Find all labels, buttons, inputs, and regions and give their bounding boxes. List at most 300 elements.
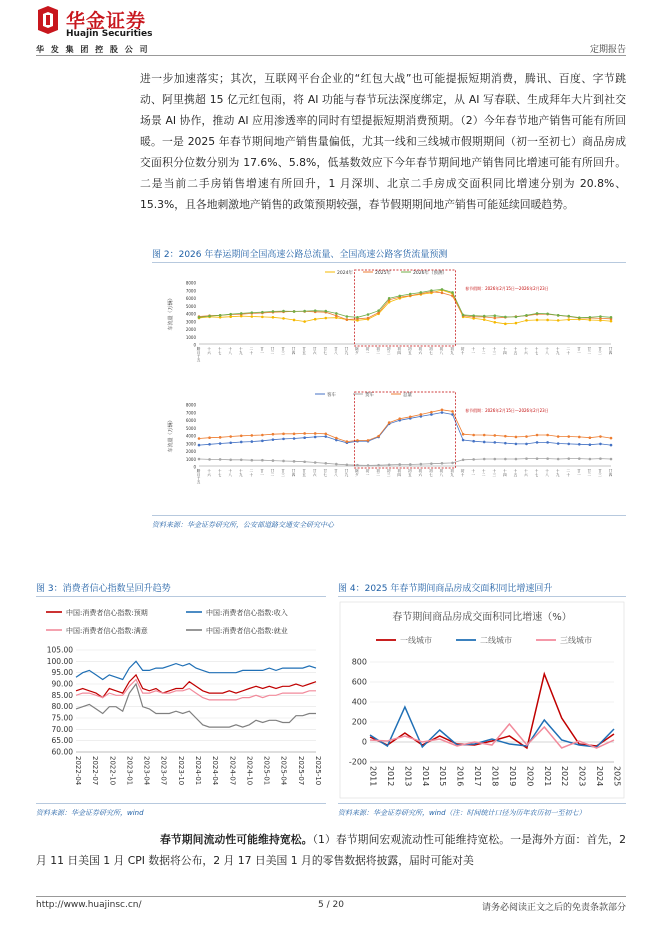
legend-label: 中国:消费者信心指数:收入 [206, 609, 288, 617]
data-point [314, 318, 317, 321]
y-tick-label: 1000 [185, 456, 196, 462]
series-line-货车 [199, 459, 611, 466]
figure-3-chart [36, 600, 326, 800]
series-line-中国:消费者信心指数:就业 [76, 684, 316, 727]
y-tick-label: 8000 [185, 402, 196, 408]
footer-divider [36, 896, 626, 897]
y-tick-label: 800 [351, 657, 367, 667]
legend-label: 一线城市 [400, 636, 432, 645]
data-point [536, 434, 539, 437]
data-point [409, 463, 412, 466]
x-tick-label: 2023-10 [176, 756, 185, 786]
data-point [441, 288, 444, 291]
data-point [483, 434, 486, 437]
x-tick-label: 初三 [387, 469, 392, 477]
x-tick-label: 二十 [249, 469, 254, 477]
data-point [346, 440, 349, 443]
legend-label: 中国:消费者信心指数:预期 [66, 609, 148, 617]
data-point [314, 309, 317, 312]
x-tick-label: 2023-07 [159, 756, 168, 786]
x-tick-label: 十九 [239, 347, 244, 355]
y-tick-label: 65.00 [51, 736, 73, 746]
y-tick-label: 400 [351, 697, 367, 707]
data-point [610, 444, 613, 447]
data-point [578, 436, 581, 439]
legend-label: 三线城市 [560, 636, 592, 645]
data-point [293, 310, 296, 313]
data-point [335, 437, 338, 440]
data-point [314, 436, 317, 439]
data-point [377, 464, 380, 467]
data-point [493, 314, 496, 317]
data-point [240, 312, 243, 315]
x-tick-label: 廿二 [587, 469, 592, 477]
data-point [472, 458, 475, 461]
x-tick-label: 初六 [418, 469, 423, 477]
data-point [272, 438, 275, 441]
x-tick-label: 初八 [439, 469, 444, 477]
data-point [261, 440, 264, 443]
x-tick-label: 二十 [566, 469, 571, 477]
x-tick-label: 十五 [513, 469, 518, 477]
holiday-highlight-box [354, 392, 455, 468]
x-tick-label: 廿五 [302, 347, 307, 355]
x-tick-label: 十五 [513, 347, 518, 355]
data-point [282, 438, 285, 441]
data-point [599, 443, 602, 446]
data-point [493, 321, 496, 324]
data-point [272, 316, 275, 319]
x-tick-label: 十四 [503, 469, 508, 477]
y-tick-label: 0 [193, 464, 196, 470]
data-point [293, 319, 296, 322]
figure-3-topline [36, 596, 326, 597]
x-tick-label: 廿六 [313, 347, 318, 355]
x-tick-label: 十七 [535, 347, 540, 355]
x-tick-label: 十七 [218, 347, 223, 355]
figure-3-bottomline [36, 803, 326, 804]
data-point [272, 459, 275, 462]
x-tick-label: 廿六 [313, 469, 318, 477]
y-tick-label: 0 [361, 737, 367, 747]
x-tick-label: 廿四 [609, 469, 613, 477]
x-tick-label: 廿四 [609, 347, 613, 355]
data-point [420, 463, 423, 466]
data-point [493, 441, 496, 444]
data-point [430, 462, 433, 465]
data-point [398, 295, 401, 298]
x-tick-label: 十四 [503, 347, 508, 355]
data-point [261, 459, 264, 462]
figure-4-topline [338, 596, 626, 597]
data-point [303, 432, 306, 435]
data-point [589, 443, 592, 446]
data-point [324, 435, 327, 438]
x-tick-label: 2013 [403, 766, 413, 787]
data-point [293, 460, 296, 463]
data-point [272, 310, 275, 313]
y-tick-label: 6000 [185, 296, 196, 301]
data-point [451, 410, 454, 413]
x-tick-label: 十九 [239, 469, 244, 477]
data-point [515, 436, 518, 439]
data-point [441, 411, 444, 414]
data-point [504, 442, 507, 445]
x-tick-label: 十八 [228, 469, 233, 477]
data-point [546, 319, 549, 322]
x-tick-label: 初五 [408, 469, 413, 477]
data-point [314, 432, 317, 435]
data-point [240, 434, 243, 437]
data-point [515, 322, 518, 325]
data-point [462, 459, 465, 462]
x-tick-label: 初十 [461, 469, 466, 477]
body-paragraph-2 [36, 829, 626, 871]
data-point [610, 320, 613, 323]
data-point [441, 462, 444, 465]
x-tick-label: 2021 [542, 766, 552, 787]
data-point [525, 435, 528, 438]
y-tick-label: 85.00 [51, 690, 73, 700]
x-tick-label: 廿三 [281, 347, 286, 355]
figure-3-source: 资料来源：华金证券研究所，wind [36, 809, 144, 817]
x-tick-label: 2023 [577, 766, 587, 787]
figure-4-chart [338, 600, 626, 800]
data-point [208, 443, 211, 446]
figure-2-chart-top [165, 266, 620, 384]
legend-label: 二线城市 [480, 636, 512, 645]
header-divider [36, 55, 626, 56]
brand-name-cn: 华金证券 [66, 10, 147, 32]
data-point [567, 318, 570, 321]
legend-label: 总量 [403, 393, 412, 398]
x-tick-label: 廿九 [344, 469, 349, 477]
y-tick-label: 3000 [185, 319, 196, 325]
data-point [261, 311, 264, 314]
data-point [567, 457, 570, 460]
x-tick-label: 十六 [207, 469, 212, 477]
data-point [219, 458, 222, 461]
y-tick-label: 4000 [185, 433, 196, 439]
y-tick-label: 200 [351, 717, 367, 727]
data-point [388, 421, 391, 424]
data-point [314, 461, 317, 464]
data-point [219, 442, 222, 445]
data-point [229, 441, 232, 444]
paragraph-lead: 春节期间流动性可能维持宽松。 [160, 833, 313, 846]
data-point [525, 443, 528, 446]
figure-2-topline [152, 262, 626, 263]
y-tick-label: 7000 [185, 288, 196, 294]
legend-label: 2025年 [375, 271, 391, 276]
data-point [346, 318, 349, 321]
data-point [398, 417, 401, 420]
data-point [536, 312, 539, 315]
y-tick-label: 5000 [185, 425, 196, 431]
data-point [367, 313, 370, 316]
legend-label: 货车 [365, 393, 374, 398]
data-point [483, 458, 486, 461]
y-tick-label: 100.00 [46, 656, 73, 666]
x-tick-label: 初五 [408, 347, 413, 355]
data-point [335, 312, 338, 315]
x-tick-label: 十二 [482, 347, 487, 355]
x-tick-label: 十七 [218, 469, 223, 477]
data-point [451, 291, 454, 294]
y-tick-label: 4000 [185, 311, 196, 317]
x-tick-label: 十六 [524, 469, 529, 477]
data-point [229, 435, 232, 438]
figure-3-title: 图 3：消费者信心指数呈回升趋势 [36, 584, 171, 594]
x-tick-label: 初十 [461, 347, 466, 355]
data-point [251, 434, 254, 437]
x-tick-label: 十二 [482, 469, 487, 477]
data-point [198, 458, 201, 461]
x-tick-label: 十三 [492, 347, 497, 355]
data-point [515, 443, 518, 446]
data-point [610, 458, 613, 461]
series-line-2025年 [199, 292, 611, 320]
paragraph-text: （1）春节期间宏观流动性可能维持宽松。一是海外方面：首先，2 月 11 日美国 1 月 CPI 数据将公布，2 月 17 日美国 1 月的零售数据将披露，届时可能对美 [36, 833, 627, 867]
data-point [462, 433, 465, 436]
figure-4-title: 图 4：2025 年春节期间商品房成交面积同比增速回升 [338, 584, 553, 594]
x-tick-label: 2024-07 [228, 756, 237, 786]
data-point [525, 319, 528, 322]
x-tick-label: 廿五 [302, 469, 307, 477]
y-tick-label: 7000 [185, 410, 196, 416]
data-point [610, 437, 613, 440]
x-tick-label: 廿二 [587, 347, 592, 355]
data-point [567, 443, 570, 446]
data-point [557, 314, 560, 317]
data-point [208, 315, 211, 318]
data-point [546, 457, 549, 460]
data-point [536, 319, 539, 322]
x-tick-label: 2025-01 [262, 756, 271, 786]
data-point [346, 315, 349, 318]
x-tick-label: 廿四 [292, 347, 297, 355]
brand-name-en: Huajin Securities [66, 29, 153, 39]
legend-label: 客车 [327, 393, 336, 398]
data-point [219, 314, 222, 317]
x-tick-label: 2024-01 [194, 756, 202, 786]
x-tick-label: 十三 [492, 469, 497, 477]
x-tick-label: 2017 [473, 766, 483, 787]
data-point [303, 436, 306, 439]
data-point [377, 435, 380, 438]
data-point [367, 439, 370, 442]
data-point [356, 439, 359, 442]
y-tick-label: 5000 [185, 303, 196, 309]
figure-2-chart-bottom [165, 388, 620, 506]
x-tick-label: 廿二 [270, 347, 275, 355]
data-point [303, 310, 306, 313]
data-point [483, 441, 486, 444]
x-tick-label: 廿八 [334, 469, 339, 477]
paragraph-text: 进一步加速落实；其次，互联网平台企业的“红包大战”也可能提振短期消费，腾讯、百度、字节跳动、阿里携超 15 亿元红包雨，将 AI 功能与春节玩法深度绑定，从 AI 写春联、生成拜年大片到社交场景 AI 协作，推动 AI 应用渗透率的同时有望提振短期消费预期。（2）今年春节地产销售可能有所回暖。一是 2025 年春节期间地产销售量偏低，尤其一线和三线城市假期期间（初一至初七）商品房成交面积分位数分别为 17.6%、5.8%，低基数效应下今年春节期间地产销售同比增速可能有所回升。二是当前二手房销售增速有所回升，1 月深圳、北京二手房成交面积同比增速分别为 20.8%、15.3%，且各地刺激地产销售的政策预期较强，春节假期期间地产销售可能延续回暖趋势。 [140, 72, 626, 211]
data-point [219, 436, 222, 439]
data-point [441, 409, 444, 412]
data-point [293, 433, 296, 436]
data-point [504, 458, 507, 461]
x-tick-label: 2024-04 [211, 756, 220, 786]
data-point [282, 460, 285, 463]
data-point [493, 317, 496, 320]
y-tick-label: 95.00 [51, 668, 73, 678]
y-tick-label: 70.00 [51, 724, 73, 734]
legend-label: 2026年（预测） [413, 271, 447, 276]
x-tick-label: 初二 [376, 469, 381, 477]
data-point [483, 318, 486, 321]
data-point [546, 434, 549, 437]
x-tick-label: 除夕 [355, 347, 360, 355]
x-tick-label: 2025-07 [296, 756, 305, 786]
data-point [589, 436, 592, 439]
legend-label: 2024年 [337, 271, 353, 276]
x-tick-label: 2015 [438, 766, 448, 787]
data-point [324, 462, 327, 465]
data-point [451, 462, 454, 465]
data-point [557, 442, 560, 445]
data-point [525, 457, 528, 460]
data-point [303, 320, 306, 323]
data-point [525, 314, 528, 317]
data-point [346, 464, 349, 467]
data-point [493, 434, 496, 437]
data-point [409, 415, 412, 418]
data-point [567, 315, 570, 318]
y-tick-label: 8000 [185, 280, 196, 286]
data-point [578, 443, 581, 446]
x-tick-label: 十七 [535, 469, 540, 477]
x-tick-label: 廿一 [577, 347, 582, 355]
figure-4-bottomline [338, 803, 626, 804]
x-tick-label: 初四 [397, 347, 402, 355]
x-tick-label: 十八 [545, 347, 550, 355]
data-point [567, 435, 570, 438]
x-tick-label: 初三 [387, 347, 392, 355]
x-tick-label: 初六 [418, 347, 423, 355]
y-tick-label: 0 [193, 342, 196, 348]
data-point [599, 457, 602, 460]
data-point [388, 297, 391, 300]
data-point [610, 316, 613, 319]
x-tick-label: 十一 [471, 347, 476, 355]
x-tick-label: 2022-04 [74, 756, 82, 786]
data-point [229, 459, 232, 462]
x-tick-label: 2018 [490, 766, 500, 787]
x-tick-label: 二十 [249, 347, 254, 355]
legend-label: 中国:消费者信心指数:满意 [66, 627, 148, 635]
x-tick-label: 十八 [545, 469, 550, 477]
data-point [589, 458, 592, 461]
y-tick-label: 80.00 [51, 702, 73, 712]
data-point [557, 435, 560, 438]
x-tick-label: 2023-01 [125, 756, 134, 786]
data-point [409, 293, 412, 296]
x-tick-label: 初二 [376, 347, 381, 355]
data-point [546, 312, 549, 315]
data-point [251, 440, 254, 443]
data-point [272, 433, 275, 436]
data-point [420, 413, 423, 416]
figure-2-title: 图 2：2026 年春运期间全国高速公路总流量、全国高速公路客货流量预测 [152, 250, 448, 260]
x-tick-label: 廿三 [281, 469, 286, 477]
x-tick-label: 2023-04 [142, 756, 151, 786]
x-tick-label: 2019 [507, 766, 517, 787]
data-point [546, 441, 549, 444]
x-tick-label: 十八 [228, 347, 233, 355]
data-point [504, 435, 507, 438]
data-point [504, 316, 507, 319]
x-tick-label: 2025-10 [314, 756, 322, 786]
x-tick-label: 廿三 [598, 469, 603, 477]
x-tick-label: 2011 [368, 766, 378, 787]
x-tick-label: 十九 [556, 469, 561, 477]
footer-disclaimer: 请务必阅读正文之后的免责条款部分 [481, 903, 626, 913]
x-tick-label: 廿二 [270, 469, 275, 477]
y-axis-label: 车流量（万辆） [168, 417, 174, 453]
x-tick-label: 2020 [525, 766, 535, 787]
y-tick-label: 600 [351, 677, 367, 687]
figure-2-source: 资料来源：华金证券研究所，公安部道路交通安全研究中心 [152, 521, 334, 529]
holiday-annotation: 春节假期：2026年2月15日—2026年2月23日 [465, 286, 549, 291]
x-tick-label: 初七 [429, 347, 434, 355]
data-point [441, 292, 444, 295]
data-point [377, 309, 380, 312]
data-point [324, 317, 327, 320]
data-point [504, 323, 507, 326]
footer-url[interactable]: http://www.huajinsc.cn/ [36, 900, 142, 910]
x-tick-label: 初一 [366, 469, 371, 477]
data-point [356, 316, 359, 319]
data-point [430, 413, 433, 416]
x-tick-label: 初九 [450, 347, 455, 355]
data-point [462, 314, 465, 317]
x-tick-label: 十六 [207, 347, 212, 355]
x-tick-label: 2016 [455, 766, 465, 787]
x-tick-label: 2024-10 [245, 756, 254, 786]
data-point [324, 310, 327, 313]
data-point [282, 317, 285, 320]
x-tick-label: 廿一 [260, 347, 265, 355]
data-point [557, 319, 560, 322]
x-tick-label: 十九 [556, 347, 561, 355]
data-point [536, 457, 539, 460]
data-point [536, 441, 539, 444]
data-point [599, 435, 602, 438]
data-point [367, 317, 370, 320]
data-point [578, 457, 581, 460]
data-point [208, 436, 211, 439]
x-tick-label: 2022-07 [91, 756, 100, 786]
huajin-logo-icon [36, 6, 60, 34]
report-type: 定期报告 [589, 45, 626, 55]
data-point [240, 459, 243, 462]
x-tick-label: 腊月十五 [197, 469, 201, 484]
x-tick-label: 廿一 [577, 469, 582, 477]
data-point [229, 313, 232, 316]
data-point [261, 316, 264, 319]
data-point [462, 439, 465, 442]
x-tick-label: 初九 [450, 469, 455, 477]
x-tick-label: 初一 [366, 347, 371, 355]
data-point [493, 458, 496, 461]
figure-2-bottomline [152, 515, 626, 516]
x-tick-label: 十六 [524, 347, 529, 355]
x-tick-label: 除夕 [355, 469, 360, 477]
data-point [282, 433, 285, 436]
